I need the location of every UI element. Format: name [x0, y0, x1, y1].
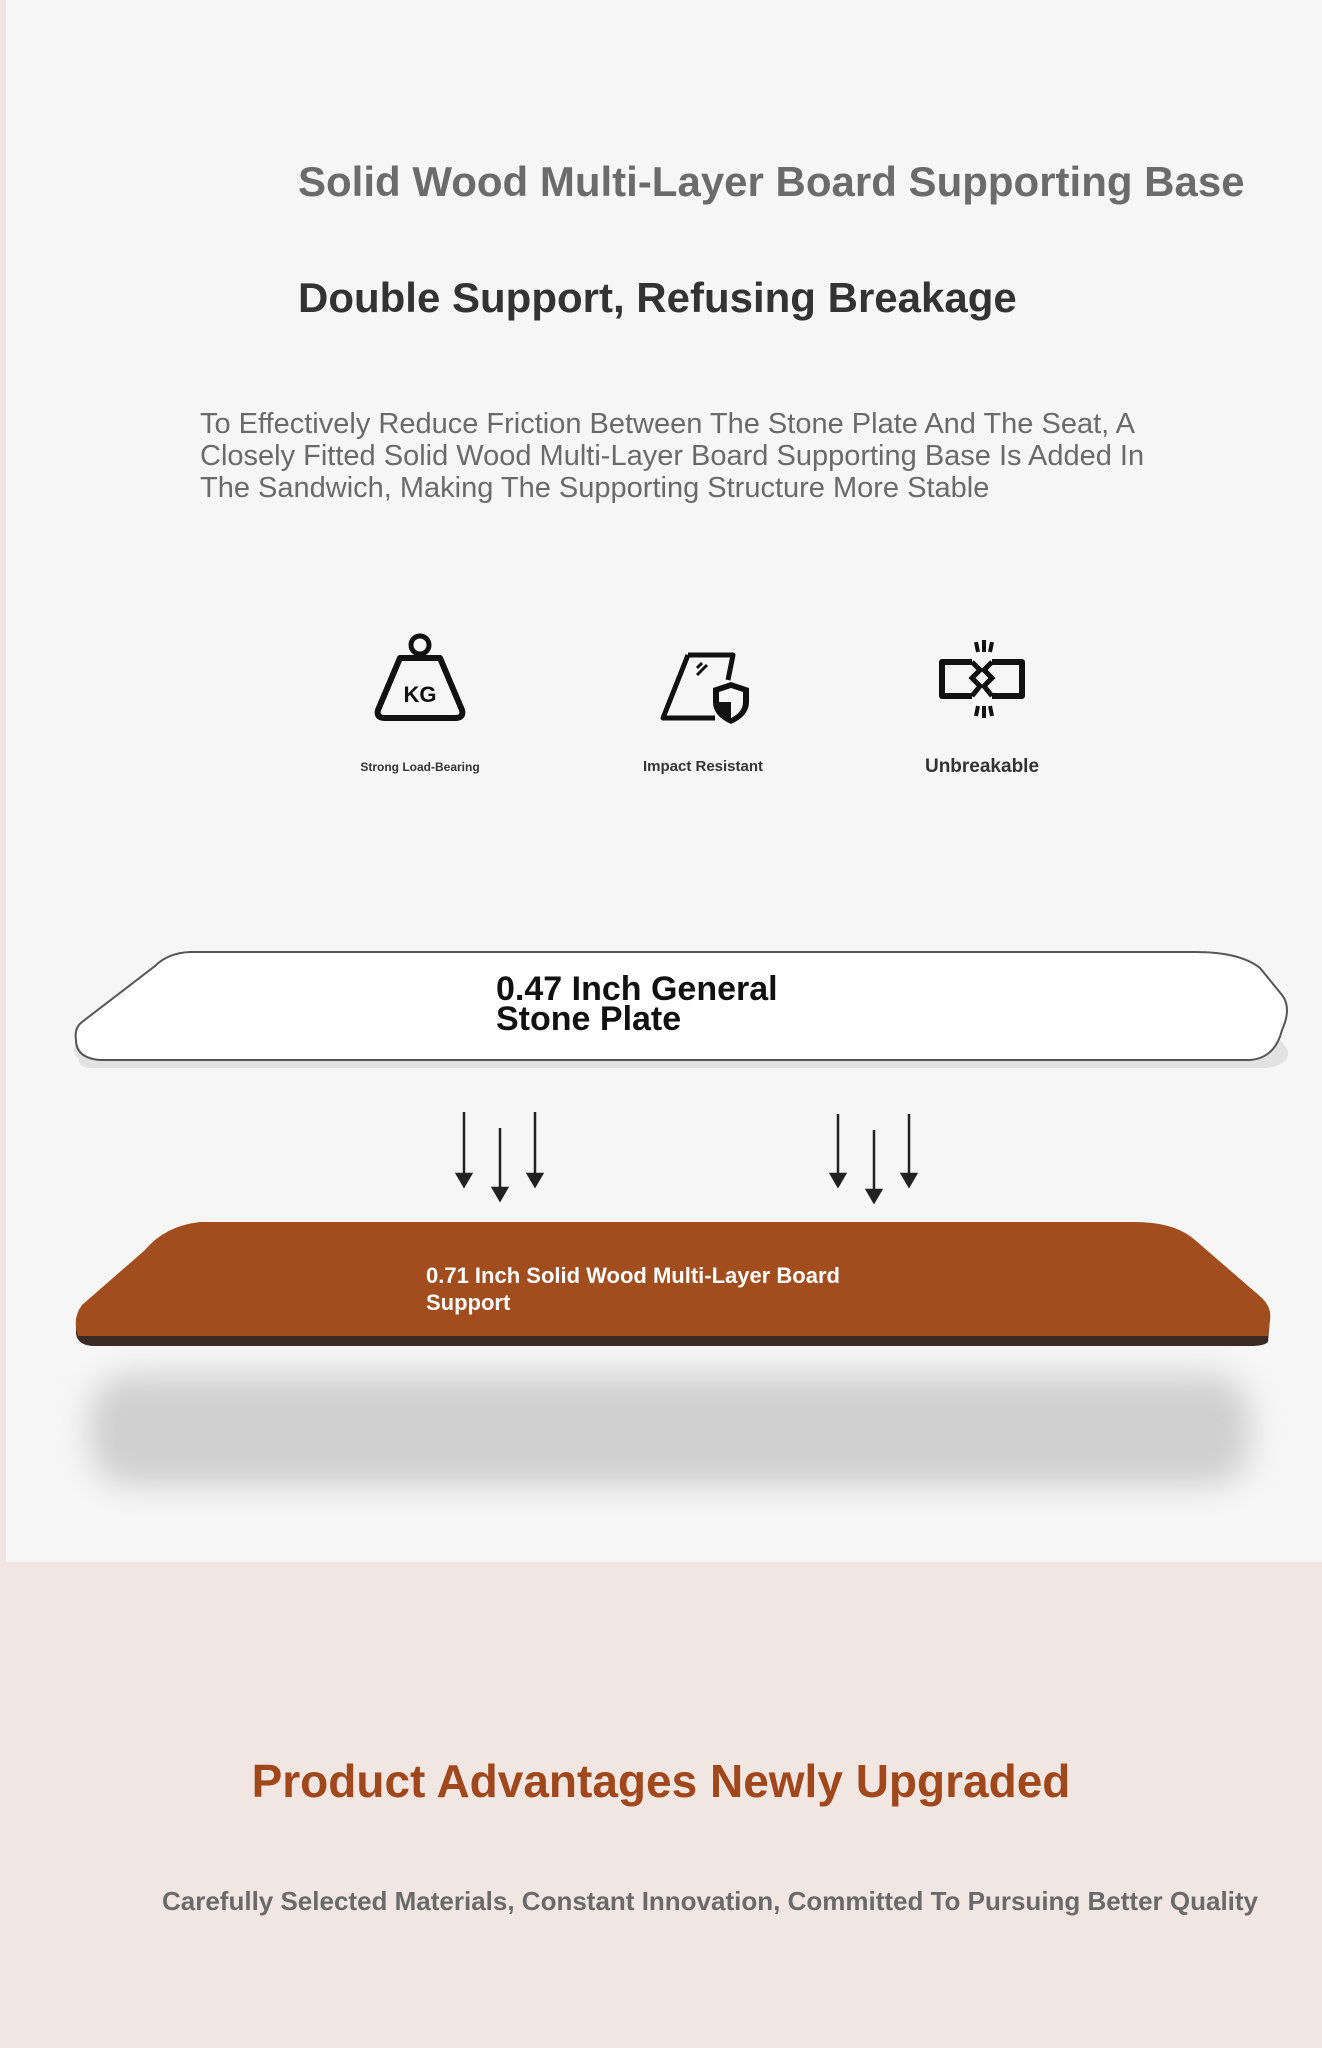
wood-board-label-line1: 0.71 Inch Solid Wood Multi-Layer Board: [426, 1263, 840, 1288]
pressure-arrows-left: [457, 1112, 542, 1200]
pressure-arrows-right: [831, 1114, 916, 1202]
wood-board-label: [426, 1262, 840, 1316]
kg-icon-text: KG: [403, 682, 437, 707]
description-text: To Effectively Reduce Friction Between The Stone Plate And The Seat, A Closely Fitted Solid Wood Multi-Layer Board Supporting Base Is Added In The Sandwich, Making The Supporting Structure More Stable: [200, 408, 1145, 504]
feature-label: Strong Load-Bearing: [360, 760, 480, 774]
board-shadow: [90, 1375, 1250, 1485]
wood-board-label-line2: Support: [426, 1290, 511, 1315]
stone-plate-label-line1: 0.47 Inch General: [496, 970, 778, 1008]
section-subtitle: Double Support, Refusing Breakage: [298, 274, 1017, 321]
feature-label: Unbreakable: [924, 756, 1040, 777]
feature-label: Impact Resistant: [642, 758, 764, 775]
advantages-title: Product Advantages Newly Upgraded: [251, 1755, 1071, 1807]
stone-plate-label: [496, 970, 778, 1038]
section-title: Solid Wood Multi-Layer Board Supporting Base: [298, 158, 1245, 205]
stone-plate-label-line2: Stone Plate: [496, 1000, 682, 1038]
advantages-subtitle: Carefully Selected Materials, Constant Innovation, Committed To Pursuing Better Quality: [161, 1886, 1259, 1916]
